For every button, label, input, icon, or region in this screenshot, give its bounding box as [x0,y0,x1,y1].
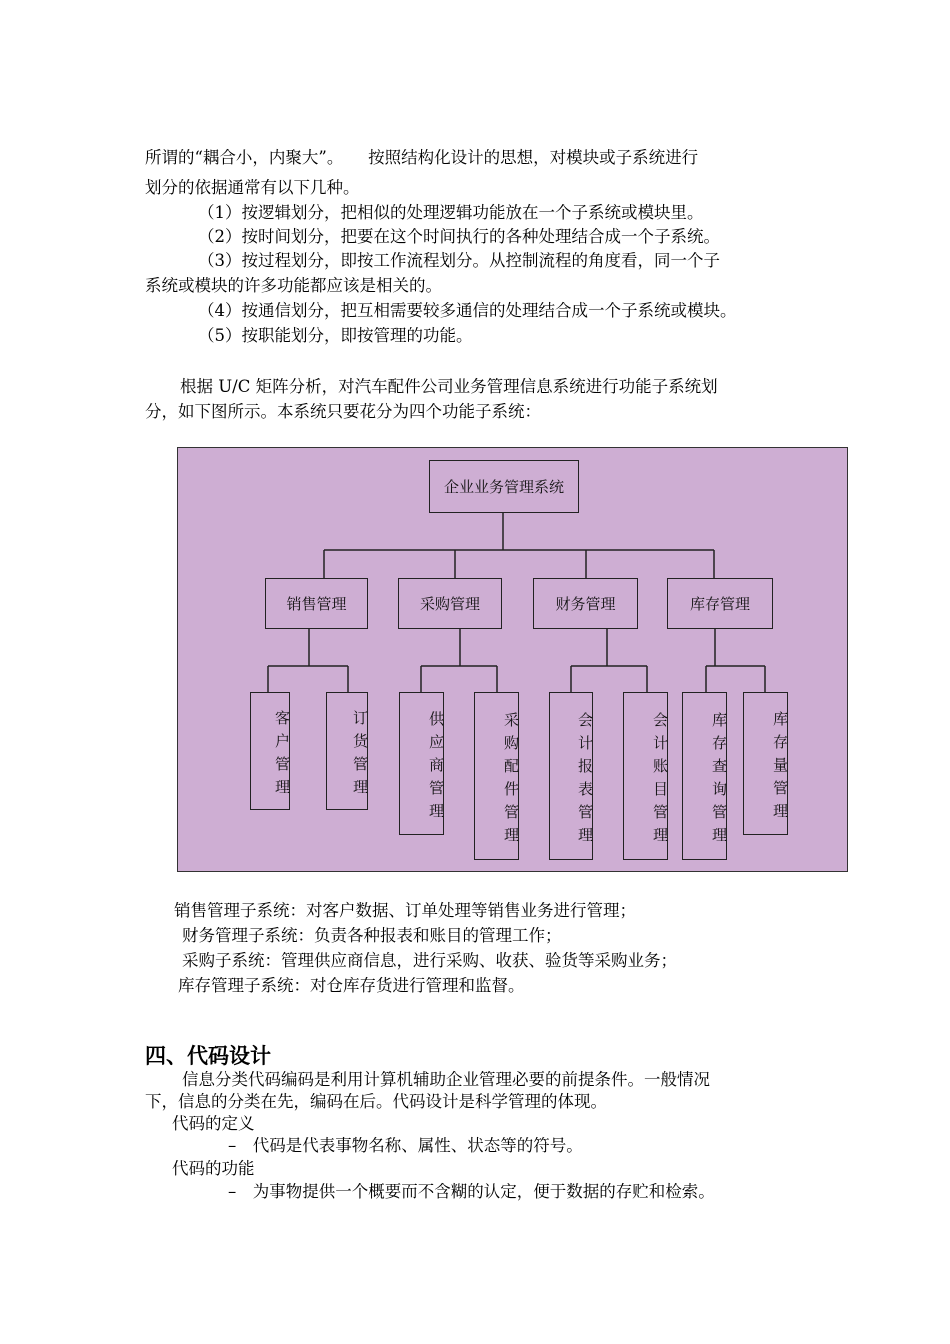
list-item: 系统或模块的许多功能都应该是相关的。 [145,276,442,295]
description-line: 财务管理子系统：负责各种报表和账目的管理工作； [182,926,562,945]
leaf-node-order: 订货管理 [326,692,368,810]
leaf-node-supplier: 供应商管理 [399,692,444,835]
function-item: – 为事物提供一个概要而不含糊的认定，便于数据的存贮和检索。 [228,1182,715,1201]
text-line: 根据 U/C 矩阵分析，对汽车配件公司业务管理信息系统进行功能子系统划 [180,377,718,396]
org-chart-diagram [177,447,848,872]
list-item: （3）按过程划分，即按工作流程划分。从控制流程的角度看，同一个子 [198,251,720,270]
leaf-node-parts-purchase: 采购配件管理 [474,692,519,860]
section-heading: 四、代码设计 [145,1044,271,1068]
description-line: 库存管理子系统：对仓库存货进行管理和监督。 [178,976,525,995]
list-item: （2）按时间划分，把要在这个时间执行的各种处理结合成一个子系统。 [198,227,720,246]
list-item: （1）按逻辑划分，把相似的处理逻辑功能放在一个子系统或模块里。 [198,203,704,222]
branch-node-purchasing: 采购管理 [398,578,502,629]
text-line: 划分的依据通常有以下几种。 [145,178,360,197]
text-line: 所谓的“耦合小，内聚大”。 按照结构化设计的思想，对模块或子系统进行 [145,148,699,167]
list-item: （5）按职能划分，即按管理的功能。 [198,326,473,345]
leaf-node-inventory-query: 库存查询管理 [682,692,727,860]
definition-item: – 代码是代表事物名称、属性、状态等的符号。 [228,1136,583,1155]
leaf-node-customer: 客户管理 [250,692,290,810]
list-item: （4）按通信划分，把互相需要较多通信的处理结合成一个子系统或模块。 [198,301,737,320]
root-node: 企业业务管理系统 [429,460,579,513]
text-line: 分，如下图所示。本系统只要花分为四个功能子系统： [145,402,541,421]
definition-label: 代码的定义 [172,1114,255,1133]
text-line: 信息分类代码编码是利用计算机辅助企业管理必要的前提条件。一般情况 [182,1070,710,1089]
leaf-node-accounting-ledger: 会计账目管理 [623,692,668,860]
branch-node-sales: 销售管理 [265,578,368,629]
function-label: 代码的功能 [172,1159,255,1178]
description-line: 采购子系统：管理供应商信息，进行采购、收获、验货等采购业务； [182,951,677,970]
branch-node-inventory: 库存管理 [667,578,773,629]
leaf-node-accounting-report: 会计报表管理 [549,692,593,860]
text-line: 下，信息的分类在先，编码在后。代码设计是科学管理的体现。 [145,1092,607,1111]
branch-node-finance: 财务管理 [533,578,638,629]
leaf-node-inventory-quantity: 库存量管理 [743,692,788,835]
description-line: 销售管理子系统：对客户数据、订单处理等销售业务进行管理； [174,901,636,920]
